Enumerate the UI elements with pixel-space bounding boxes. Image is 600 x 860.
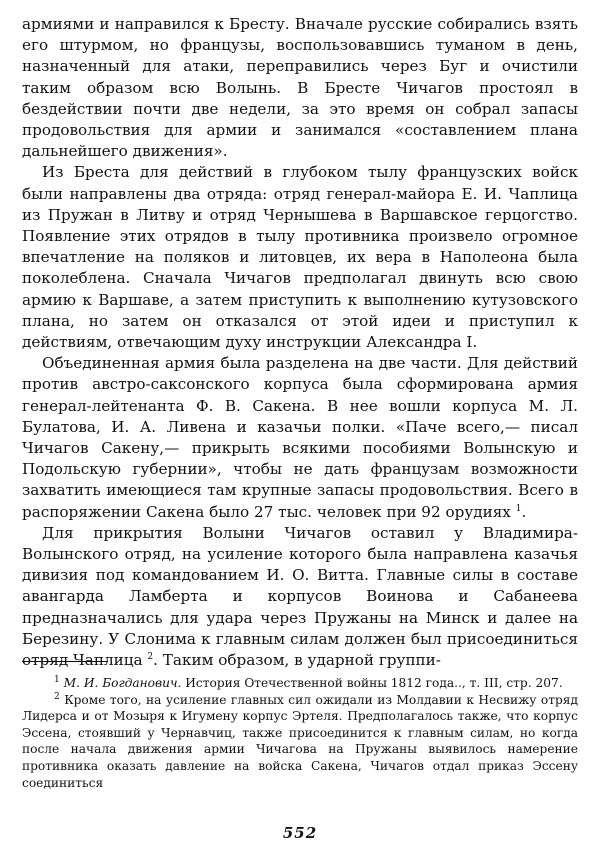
main-text xyxy=(22,14,578,671)
footnotes xyxy=(22,675,578,791)
footnote-text: История Отечественной войны 1812 года.., т. III, стр. 207. xyxy=(181,676,563,690)
footnote-ref-2[interactable]: 2 xyxy=(147,652,154,663)
page-number: 552 xyxy=(282,824,318,842)
paragraph-text: Объединенная армия была разделена на две части. Для действий против австро-саксонского корпуса была сформирована армия генерал-лейтенанта Ф. В. Сакена. В нее вошли корпуса М. Л. Булатова, И. А. Ливена и казачьи полки. «Паче всего,— писал Чичагов Сакену,— прикрыть всякими пособиями Волынскую и Подольскую губернии», чтобы не дать французам возможности захватить имеющиеся там крупные запасы продовольствия. Всего в распоряжении Сакена было 27 тыс. человек при 92 орудиях xyxy=(22,354,578,521)
paragraph-4 xyxy=(22,523,578,671)
paragraph-1 xyxy=(22,14,578,162)
paragraph-tail: . Таким образом, в ударной группи- xyxy=(153,651,441,670)
footnote-1 xyxy=(22,675,578,692)
footnote-ref-1[interactable]: 1 xyxy=(515,503,522,514)
footnote-text: Кроме того, на усиление главных сил ожидали из Молдавии к Несвижу отряд Лидерса и от Мозыря к Игумену корпус Эртеля. Предполагалось также, что корпус Эссена, стоявший у Чернавчиц, также присоединится к главным силам, но когда после начала движения армии Чичагова на Пружаны выявилось намерение противника оказать давление на войска Сакена, Чичагов отдал приказ Эссену соединиться xyxy=(22,692,578,790)
footnote-author: М. И. Богданович. xyxy=(63,676,182,690)
footnote-2 xyxy=(22,692,578,792)
paragraph-text: Для прикрытия Волыни Чичагов оставил у Владимира-Волынского отряд, на усиление которого была направлена казачья дивизия под командованием И. О. Витта. Главные силы в составе авангарда Ламберта и корпусов Воинова и Сабанеева предназначались для удара через Пружаны на Минск и далее на Березину. У Слонима к главным силам должен был присоединиться отряд Чаплица xyxy=(22,523,578,670)
paragraph-text: армиями и направился к Бресту. Вначале русские собирались взять его штурмом, но французы, воспользовавшись туманом в день, назначенный для атаки, переправились через Буг и очистили таким образом всю Волынь. В Бресте Чичагов простоял в бездействии почти две недели, за это время он собрал запасы продовольствия для армии и занимался «составлением плана дальнейшего движения». xyxy=(22,15,578,161)
footnote-mark: 2 xyxy=(54,691,60,702)
footnote-mark: 1 xyxy=(54,674,60,685)
paragraph-3: Объединенная армия была разделена на две части. Для действий против австро-саксонского корпуса была сформирована армия генерал-лейтенанта Ф. В. Сакена. В нее вошли корпуса М. Л. Булатова, И. А. Ливена и казачьи полки. «Паче всего,— писал Чичагов Сакену,— прикрыть всякими пособиями Волынскую и Подольскую губернии», чтобы не дать французам возможности захватить имеющиеся там крупные запасы продовольствия. Всего в распоряжении Сакена было 27 тыс. человек при 92 орудиях $^1$. xyxy=(22,354,578,521)
paragraph-2 xyxy=(22,162,578,353)
paragraph-text: Из Бреста для действий в глубоком тылу французских войск были направлены два отряда: отряд генерал-майора Е. И. Чаплица из Пружан в Литву и отряд Чернышева в Варшавское герцогство. Появление этих отрядов в тылу противника произвело огромное впечатление на поляков и литовцев, их вера в Наполеона была поколеблена. Сначала Чичагов предполагал двинуть всю свою армию к Варшаве, а затем приступить к выполнению кутузовского плана, но затем он отказался от этой идеи и приступил к действиям, отвечающим духу инструкции Александра I. xyxy=(22,163,578,352)
footnote-divider xyxy=(22,661,108,662)
